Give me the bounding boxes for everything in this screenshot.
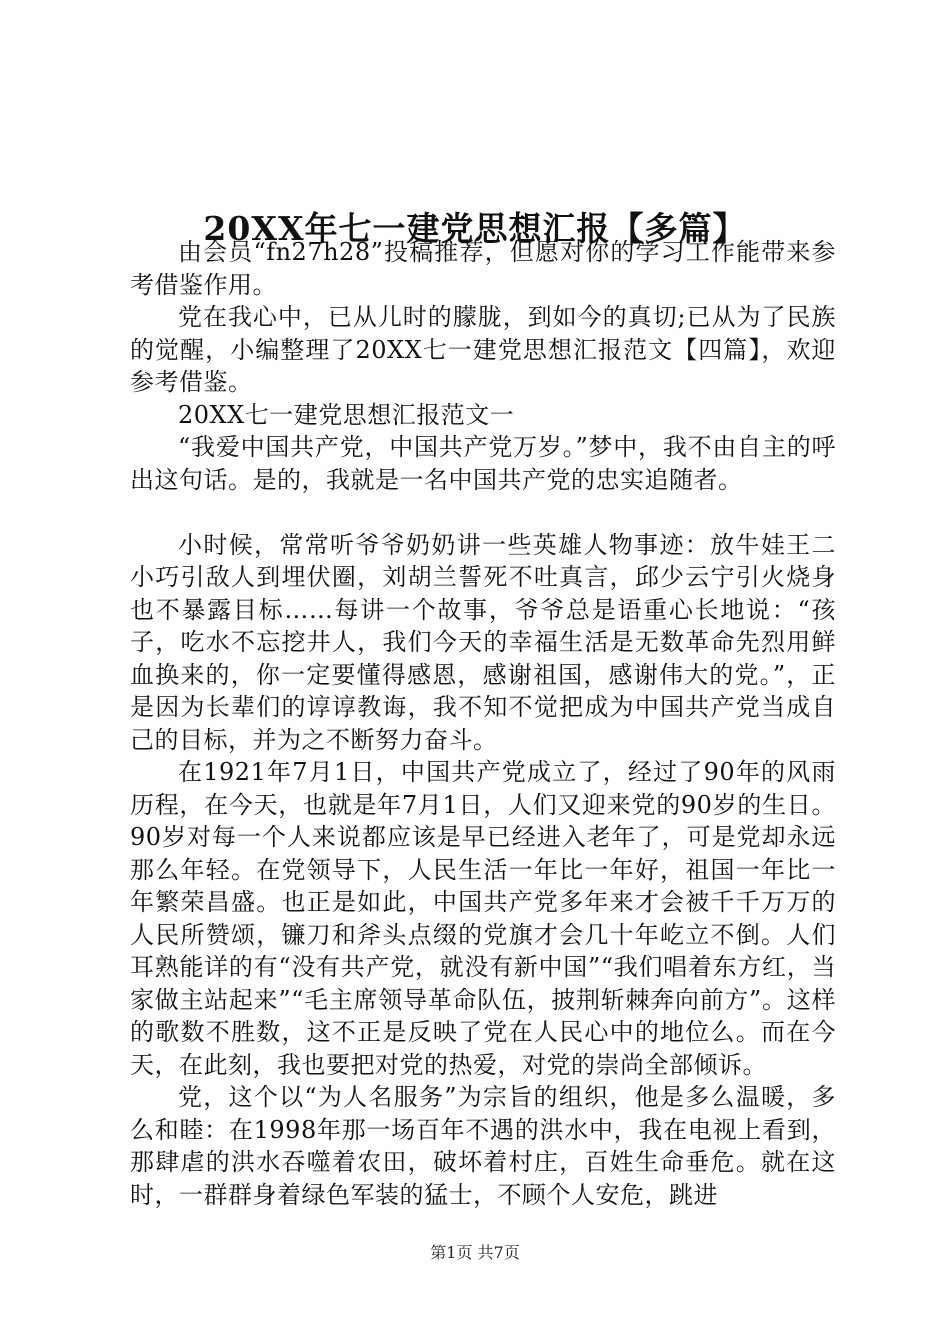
paragraph: 小时候，常常听爷爷奶奶讲一些英雄人物事迹：放牛娃王二小巧引敌人到埋伏圈，刘胡兰誓死不吐真言，邱少云宁引火烧身也不暴露目标……每讲一个故事，爷爷总是语重心长地说：“孩子，吃水不忘挖井人，我们今天的幸福生活是无数革命先烈用鲜血换来的，你一定要懂得感恩，感谢祖国，感谢伟大的党。”，正是因为长辈们的谆谆教诲，我不知不觉把成为中国共产党当成自己的目标，并为之不断努力奋斗。 xyxy=(130,530,836,754)
paragraph: 在1921年7月1日，中国共产党成立了，经过了90年的风雨历程，在今天，也就是年7月1日，人们又迎来党的90岁的生日。90岁对每一个人来说都应该是早已经进入老年了，可是党却永远那么年轻。在党领导下，人民生活一年比一年好，祖国一年比一年繁荣昌盛。也正是如此，中国共产党多年来才会被千千万万的人民所赞颂，镰刀和斧头点缀的党旗才会几十年屹立不倒。人们耳熟能详的有“没有共产党，就没有新中国”“我们唱着东方红，当家做主站起来”“毛主席领导革命队伍，披荆斩棘奔向前方”。这样的歌数不胜数，这不正是反映了党在人民心中的地位么。而在今天，在此刻，我也要把对党的热爱，对党的崇尚全部倾诉。 xyxy=(130,758,836,1079)
paragraph: “我爱中国共产党，中国共产党万岁。”梦中，我不由自主的呼出这句话。是的，我就是一名中国共产党的忠实追随者。 xyxy=(130,433,836,494)
page-footer: 第1页 共7页 xyxy=(430,1243,520,1262)
section-heading: 20XX七一建党思想汇报范文一 xyxy=(178,400,515,429)
paragraph-intro: 由会员“fn27h28”投稿推荐，但愿对你的学习工作能带来参考借鉴作用。 xyxy=(130,238,836,299)
paragraph: 党，这个以“为人名服务”为宗旨的组织，他是多么温暖，多么和睦：在1998年那一场百年不遇的洪水中，我在电视上看到，那肆虐的洪水吞噬着农田，破坏着村庄，百姓生命垂危。就在这时，一群群身着绿色军装的猛士，不顾个人安危，跳进 xyxy=(130,1083,836,1209)
document-body xyxy=(130,236,836,1211)
document-title: 20XX年七一建党思想汇报【多篇】 xyxy=(203,209,747,249)
paragraph-summary: 党在我心中，已从儿时的朦胧，到如今的真切;已从为了民族的觉醒，小编整理了20XX七一建党思想汇报范文【四篇】，欢迎参考借鉴。 xyxy=(130,303,836,396)
